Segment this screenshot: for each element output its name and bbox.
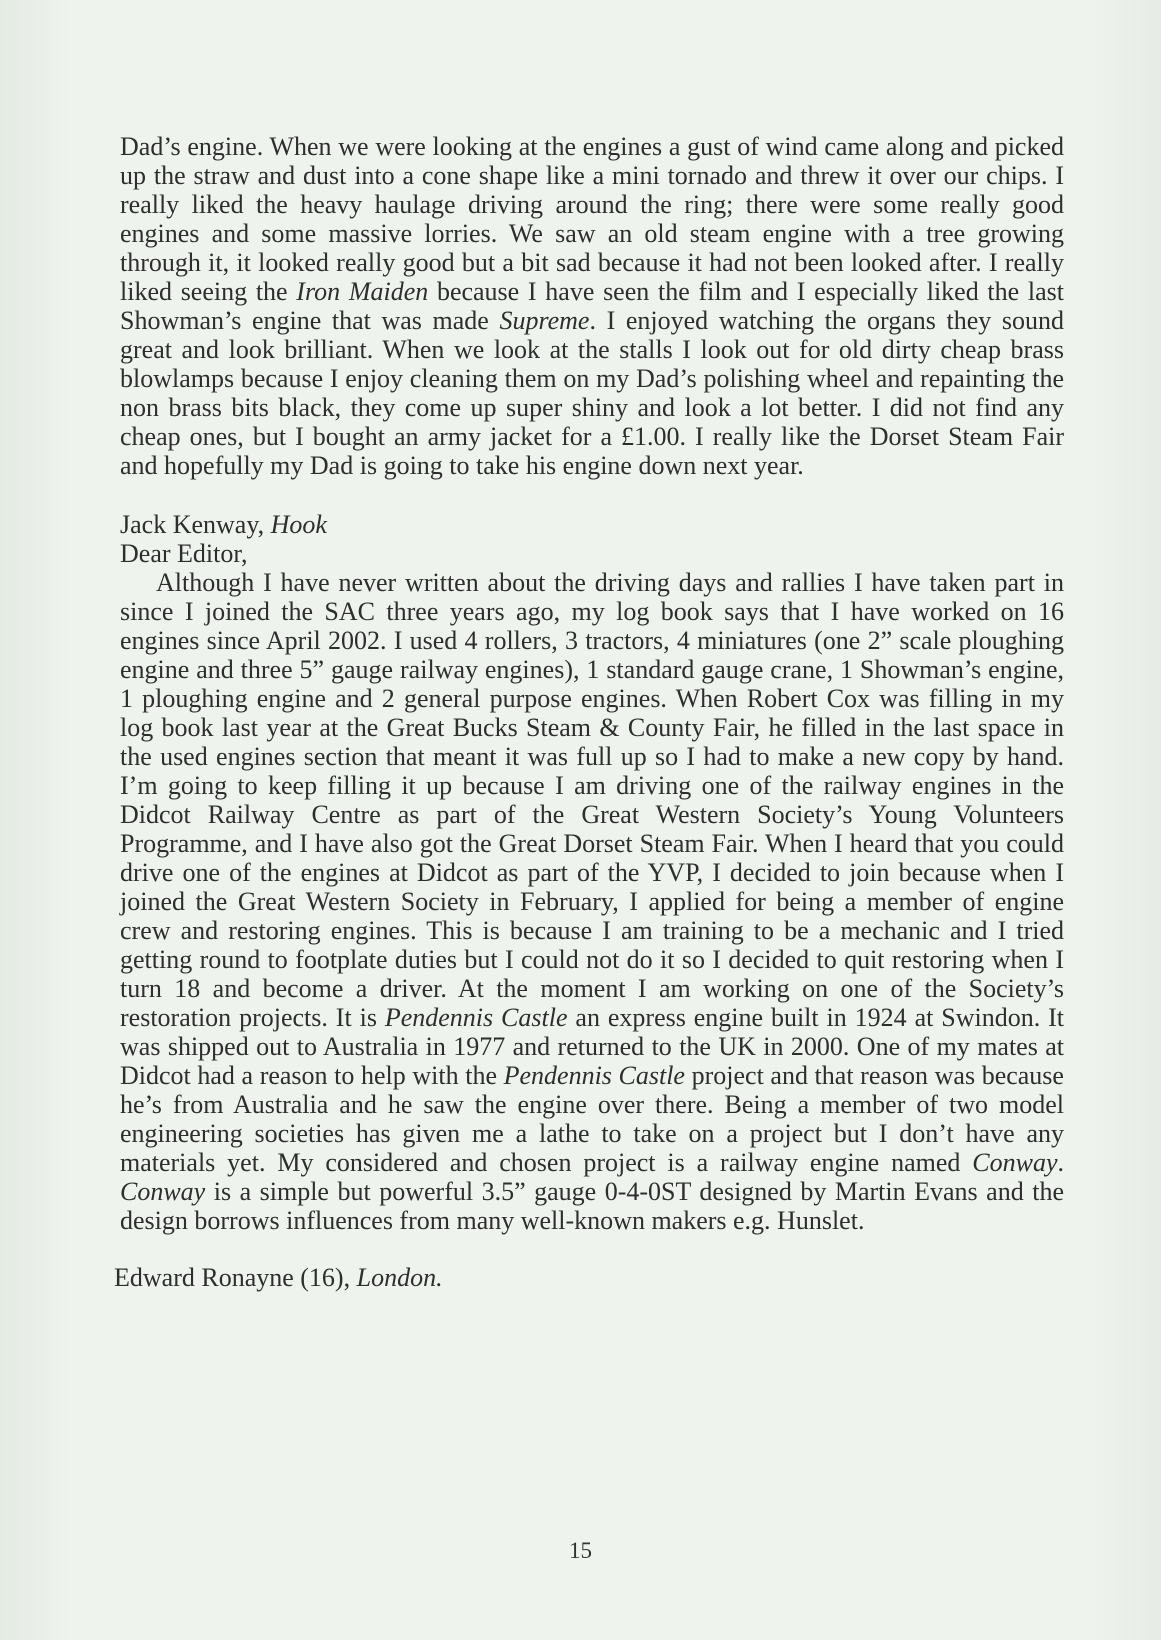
text-segment: Although I have never written about the driving days and rallies I have taken part in since I joined the SAC three years ago, my log book says that I have worked on 16 engines since April 2002. I used 4 rollers, 3 tractors, 4 miniatures (one 2” scale ploughing engine and three 5” gauge railway engines), 1 standard gauge crane, 1 Showman’s engine, 1 ploughing engine and 2 general purpose engines. When Robert Cox was filling in my log book last year at the Great Bucks Steam & County Fair, he filled in the last space in the used engines section that meant it was full up so I had to make a new copy by hand. I’m going to keep filling it up because I am driving one of the railway engines in the Didcot Railway Centre as part of the Great Western Society’s Young Volunteers Programme, and I have also got the Great Dorset Steam Fair. When I heard that you could drive one of the engines at Didcot as part of the YVP, I decided to join because when I joined the Great Western Society in February, I applied for being a member of engine crew and restoring engines. This is because I am training to be a mechanic and I tried getting round to footplate duties but I could not do it so I decided to quit restoring when I turn 18 and become a driver. At the moment I am working on one of the Society’s restoration projects. It is xyxy=(120,568,1064,1032)
text-segment: project and that reason was because he’s from Australia and he saw the engine over there. Being a member of two model engineering societies has given me a lathe to take on a project but I don’t have any materials yet. My considered and chosen project is a railway engine named xyxy=(120,1061,1064,1177)
letter2-signature xyxy=(114,1263,1064,1292)
page-number: 15 xyxy=(569,1538,592,1563)
text-column xyxy=(114,132,1064,1292)
text-segment: Dad’s engine. When we were looking at the engines a gust of wind came along and picked up the straw and dust into a cone shape like a mini tornado and threw it over our chips. I really liked the heavy haulage driving around the ring; there were some really good engines and some massive lorries. We saw an old steam engine with a tree growing through it, it looked really good but a bit sad because it had not been looked after. I really liked seeing the xyxy=(120,132,1064,306)
italic-text-segment: Supreme xyxy=(499,306,590,335)
letter1-body xyxy=(120,132,1064,480)
italic-text-segment: Conway xyxy=(972,1148,1058,1177)
text-segment: an express engine built in 1924 at Swindon. It was shipped out to Australia in 1977 and returned to the UK in 2000. One of my mates at Didcot had a reason to help with the xyxy=(120,1003,1064,1090)
letter1-signature xyxy=(120,510,1064,539)
letter2-signature-name: Edward Ronayne (16), xyxy=(114,1263,357,1292)
text-segment: . I enjoyed watching the organs they sound great and look brilliant. When we look at the stalls I look out for old dirty cheap brass blowlamps because I enjoy cleaning them on my Dad’s polishing wheel and repainting the non brass bits black, they come up super shiny and look a lot better. I did not find any cheap ones, but I bought an army jacket for a £1.00. I really like the Dorset Steam Fair and hopefully my Dad is going to take his engine down next year. xyxy=(120,306,1064,480)
letter1-signature-name: Jack Kenway, xyxy=(120,510,271,539)
italic-text-segment: Conway xyxy=(120,1177,206,1206)
text-segment: is a simple but powerful 3.5” gauge 0-4-0ST designed by Martin Evans and the design borrows influences from many well-known makers e.g. Hunslet. xyxy=(120,1177,1064,1235)
letter2-salutation: Dear Editor, xyxy=(120,539,248,568)
text-segment: . xyxy=(1057,1148,1064,1177)
italic-text-segment: Pendennis Castle xyxy=(384,1003,568,1032)
italic-text-segment: Pendennis Castle xyxy=(503,1061,685,1090)
letter1-signature-place: Hook xyxy=(270,510,327,539)
text-segment: because I have seen the film and I especially liked the last Showman’s engine that was made xyxy=(120,277,1064,335)
italic-text-segment: Iron Maiden xyxy=(296,277,429,306)
letter2-signature-place: London. xyxy=(356,1263,443,1292)
letter2-body xyxy=(120,568,1064,1235)
